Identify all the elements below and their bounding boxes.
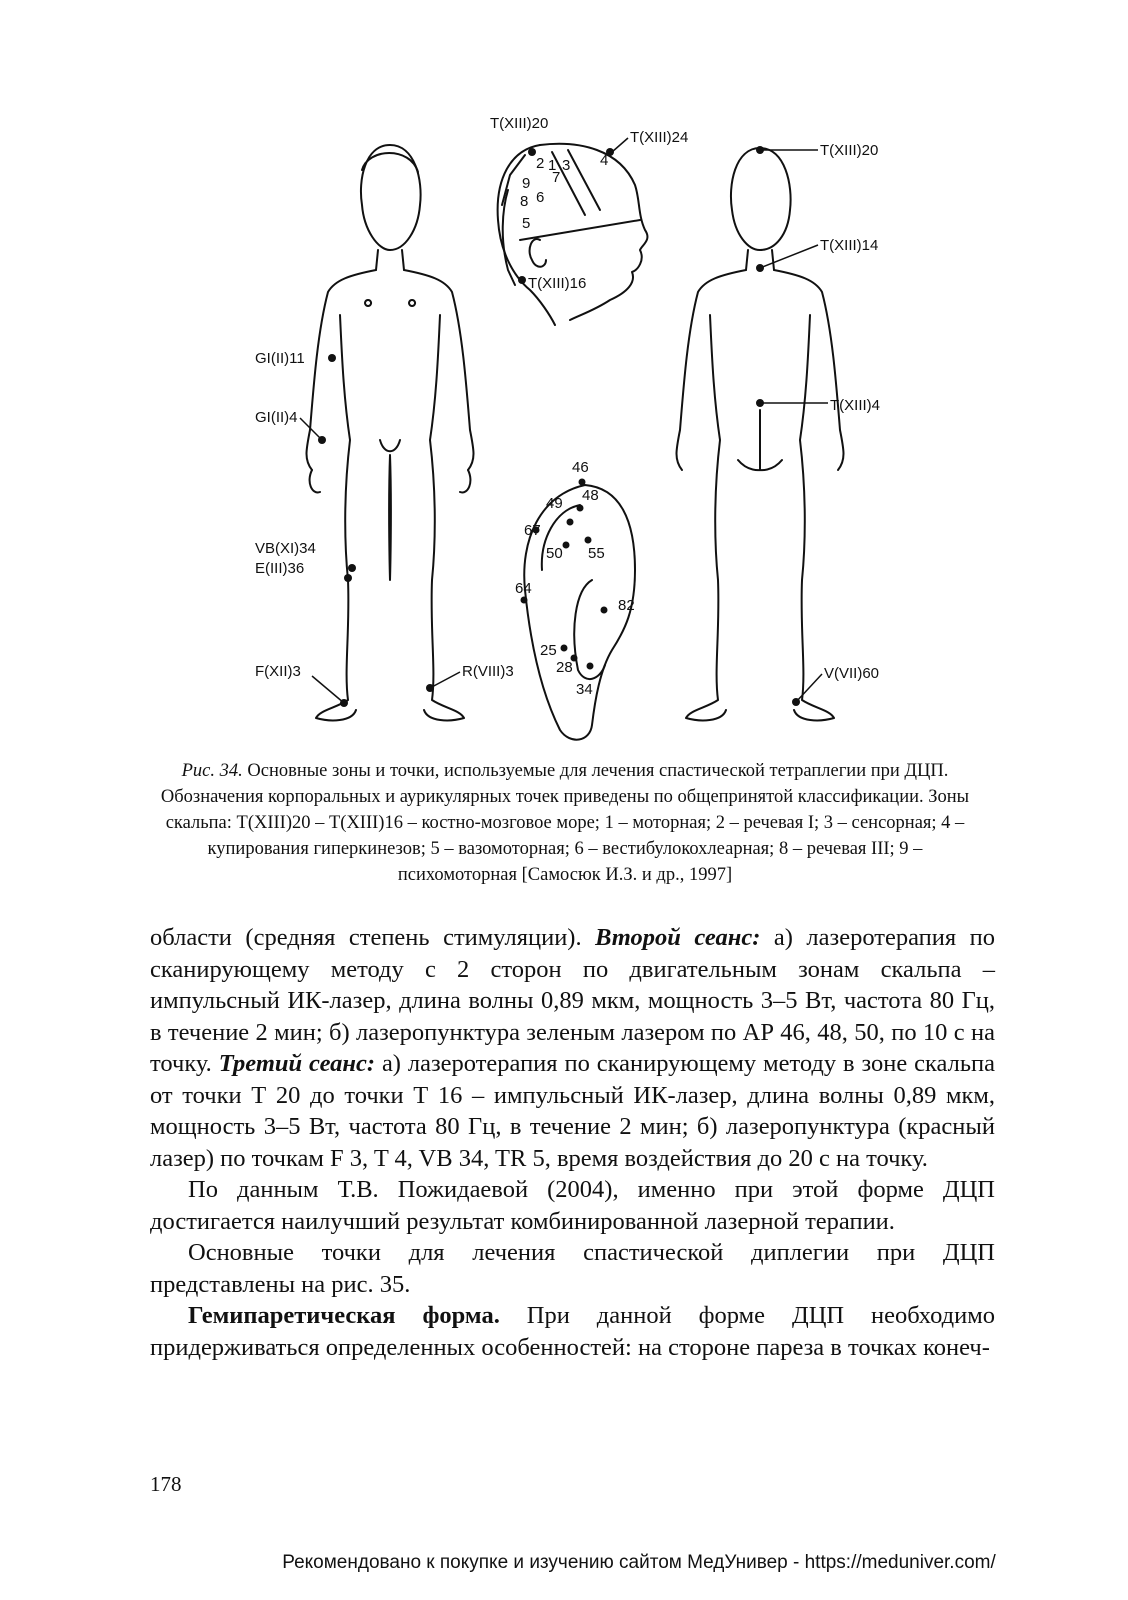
third-session-heading: Третий сеанс: xyxy=(218,1050,376,1077)
ear-point-49 xyxy=(567,519,574,526)
label-f3: F(XII)3 xyxy=(255,663,301,680)
p1-text-e: а) лазеротерапия по сканирующему методу в зоне скальпа от точки Т 20 до точки Т 16 – импульсный ИК-лазер, длина волны 0,89 мкм, мощность 3–5 Вт, частота 80 Гц, в течение 2 мин; б) лазеропунктура (красный лазер) по точкам F 3, T 4, VB 34, TR 5, время воздействия до 20 с на точку. xyxy=(150,1050,995,1172)
acupuncture-points xyxy=(300,138,828,707)
ear-point-50 xyxy=(563,542,570,549)
ear-point-46 xyxy=(579,479,586,486)
scalp-zone-7: 7 xyxy=(552,169,561,186)
ear-label-48: 48 xyxy=(582,487,599,504)
point-gi11 xyxy=(328,354,336,362)
ear-point-25 xyxy=(561,645,568,652)
ear-label-50: 50 xyxy=(546,545,563,562)
label-gi4: GI(II)4 xyxy=(255,409,298,426)
ear-label-46: 46 xyxy=(572,459,589,476)
ear-label-55: 55 xyxy=(588,545,605,562)
point-vb34 xyxy=(344,574,352,582)
ear-label-67: 67 xyxy=(524,522,541,539)
label-t4: T(XIII)4 xyxy=(830,397,881,414)
ear-label-28: 28 xyxy=(556,659,573,676)
scalp-zone-9: 9 xyxy=(522,175,531,192)
figure-reference: Рис. 34. xyxy=(181,761,243,781)
label-t16: T(XIII)16 xyxy=(528,275,587,292)
leader-t24 xyxy=(612,138,628,152)
scalp-zone-8: 8 xyxy=(520,193,529,210)
ear-point-64 xyxy=(521,597,528,604)
scalp-zone-6: 6 xyxy=(536,189,545,206)
ear-point-34 xyxy=(587,663,594,670)
footer-text: Рекомендовано к покупке и изучению сайтом МедУнивер - https://meduniver.com/ xyxy=(282,1552,996,1573)
scalp-zone-2: 2 xyxy=(536,155,545,172)
scalp-zone-1: 1 xyxy=(548,157,557,174)
paragraph-1 xyxy=(150,922,995,1174)
label-vb34: VB(XI)34 xyxy=(255,540,316,557)
page-number: 178 xyxy=(150,1472,182,1496)
acupuncture-figure xyxy=(240,110,940,750)
leader-f3 xyxy=(312,676,344,703)
ear-point-55 xyxy=(585,537,592,544)
body-text xyxy=(150,922,995,1363)
ear-point-48 xyxy=(577,505,584,512)
front-body-figure xyxy=(307,145,474,720)
ear-label-25: 25 xyxy=(540,642,557,659)
label-e36: E(III)36 xyxy=(255,560,305,577)
ear-point-82 xyxy=(601,607,608,614)
leader-r3 xyxy=(430,672,460,688)
figure-caption xyxy=(150,758,980,888)
ear-label-64: 64 xyxy=(515,580,532,597)
point-t16 xyxy=(518,276,526,284)
ear-label-82: 82 xyxy=(618,597,635,614)
footer xyxy=(0,1552,1128,1574)
point-e36 xyxy=(348,564,356,572)
label-t20-top: T(XIII)20 xyxy=(490,115,549,132)
scalp-zone-3: 3 xyxy=(562,157,571,174)
second-session-heading: Второй сеанс: xyxy=(595,924,761,951)
back-body-figure xyxy=(677,148,844,720)
label-r3: R(VIII)3 xyxy=(462,663,514,680)
leader-v60 xyxy=(796,674,822,702)
p1-text-a: области (средняя степень стимуляции). xyxy=(150,924,596,951)
paragraph-3: Основные точки для лечения спастической диплегии при ДЦП представлены на рис. 35. xyxy=(150,1239,995,1298)
scalp-zone-4: 4 xyxy=(600,152,609,169)
caption-text: Основные зоны и точки, используемые для лечения спастической тетраплегии при ДЦП. Обозначения корпоральных и аурикулярных точек приведены по общепринятой классификации. Зоны скальпа: Т(XIII)20 – Т(XIII)16 – костно-мозговое море; 1 – моторная; 2 – речевая I; 3 – сенсорная; 4 – купирования гиперкинезов; 5 – вазомоторная; 6 – вестибулокохлеарная; 8 – речевая III; 9 – психомоторная [Самосюк И.З. и др., 1997] xyxy=(160,761,970,885)
scalp-zone-5: 5 xyxy=(522,215,531,232)
paragraph-2: По данным Т.В. Пожидаевой (2004), именно при этой форме ДЦП достигается наилучший результат комбинированной лазерной терапии. xyxy=(150,1176,995,1235)
hemiparetic-form-heading: Гемипаретическая форма. xyxy=(188,1302,500,1329)
label-t20-back: T(XIII)20 xyxy=(820,142,879,159)
label-t24: T(XIII)24 xyxy=(630,129,689,146)
figure-34 xyxy=(240,110,940,750)
paragraph-4 xyxy=(150,1300,995,1363)
ear-label-34: 34 xyxy=(576,681,593,698)
label-v60: V(VII)60 xyxy=(824,665,880,682)
point-t20-top xyxy=(528,148,536,156)
p4-text-b: При данной форме ДЦП необходимо придерживаться определенных особенностей: на стороне пареза в точках конеч- xyxy=(150,1302,996,1361)
head-profile-figure xyxy=(498,144,648,325)
label-t14: T(XIII)14 xyxy=(820,237,879,254)
ear-label-49: 49 xyxy=(546,495,563,512)
label-gi11: GI(II)11 xyxy=(255,350,305,367)
p1-text-c: а) лазеротерапия по сканирующему методу с 2 сторон по двигательным зонам скальпа – импульсный ИК-лазер, длина волны 0,89 мкм, мощность 3–5 Вт, частота 80 Гц, в течение 2 мин; б) лазеропунктура зеленым лазером по АР 46, 48, 50, по 10 с на точку. xyxy=(150,924,995,1077)
